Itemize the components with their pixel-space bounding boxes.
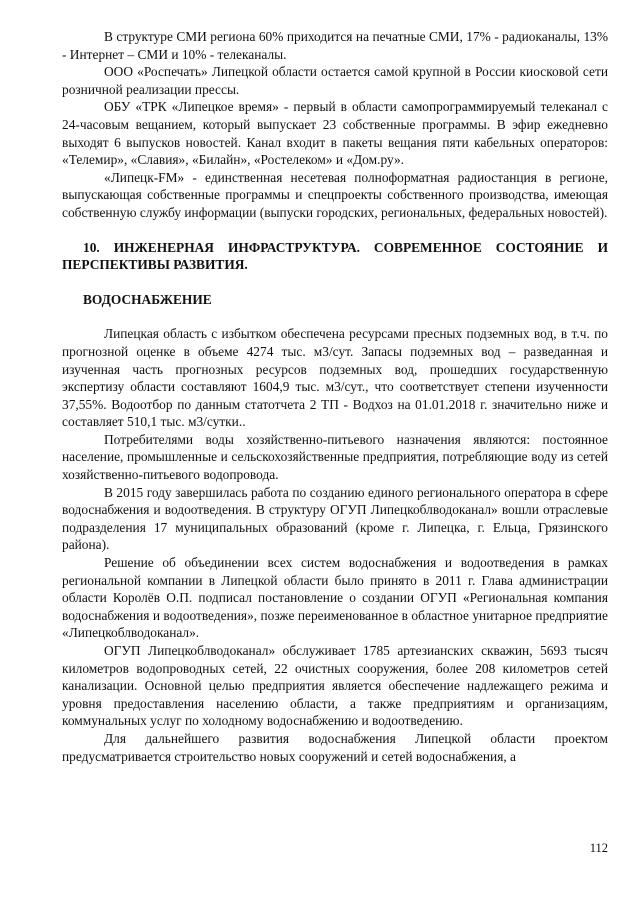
subsection-heading: ВОДОСНАБЖЕНИЕ	[83, 291, 212, 307]
paragraph-media-structure: В структуре СМИ региона 60% приходится на печатные СМИ, 17% - радиоканалы, 13% - Интернет – СМИ и 10% - телеканалы.	[62, 29, 608, 62]
paragraph-merger-decision: Решение об объединении всех систем водоснабжения и водоотведения в рамках региональной компании в Липецкой области было принято в 2011 г. Глава администрации области Королёв О.П. подписал постановление о создании ОГУП «Региональная компания водоснабжения и водоотведения», позже переименованное в областное унитарное предприятие «Липецкоблводоканал».	[62, 555, 608, 641]
paragraph-trk-lipetsk: ОБУ «ТРК «Липецкое время» - первый в области самопрограммируемый телеканал с 24-часовым вещанием, который выпускает 23 собственные программы. В эфир ежедневно выходят 6 выпусков новостей. Канал входит в пакеты вещания пяти кабельных операторов: «Телемир», «Славия», «Билайн», «Ростелеком» и «Дом.ру».	[62, 99, 608, 168]
section-heading: 10. ИНЖЕНЕРНАЯ ИНФРАСТРУКТУРА. СОВРЕМЕННОЕ СОСТОЯНИЕ И ПЕРСПЕКТИВЫ РАЗВИТИЯ.	[62, 239, 608, 273]
paragraph-development-plans: Для дальнейшего развития водоснабжения Липецкой области проектом предусматривается строительство новых сооружений и сетей водоснабжения, а	[62, 730, 608, 764]
paragraph-water-consumers: Потребителями воды хозяйственно-питьевого назначения являются: постоянное население, промышленные и сельскохозяйственные предприятия, потребляющие воду из сетей хозяйственно-питьевого водопровода.	[62, 431, 608, 483]
paragraph-regional-operator: В 2015 году завершилась работа по созданию единого регионального оператора в сфере водоснабжения и водоотведения. В структуру ОГУП Липецкоблводоканал» вошли отраслевые подразделения 17 муниципальных образований (кроме г. Липецка, г. Ельца, Грязинского района).	[62, 484, 608, 553]
paragraph-vodokanal-services: ОГУП Липецкоблводоканал» обслуживает 1785 артезианских скважин, 5693 тысяч километров водопроводных сетей, 22 очистных сооружения, более 208 километров сетей канализации. Основной целью предприятия является обеспечение надлежащего режима и уровня предоставления населению области, а также предприятиям и организациям, коммунальных услуг по холодному водоснабжению и водоотведению.	[62, 643, 608, 729]
page-number: 112	[589, 841, 608, 855]
paragraph-lipetsk-fm: «Липецк-FM» - единственная несетевая полноформатная радиостанция в регионе, выпускающая собственные программы и спецпроекты собственного производства, имеющая собственную службу информации (выпуски городских, региональных, федеральных новостей).	[62, 169, 608, 220]
paragraph-water-resources: Липецкая область с избытком обеспечена ресурсами пресных подземных вод, в т.ч. по прогнозной оценке в объеме 4274 тыс. м3/сут. Запасы подземных вод – разведанная и изученная часть прогнозных ресурсов подземных вод, прошедших государственную экспертизу области составляют 1604,9 тыс. м3/сут., что соответствует степени изученности 37,55%. Водоотбор по данным статотчета 2 ТП - Водхоз на 01.01.2018 г. значительно ниже и составляет 510,1 тыс. м3/сутки..	[62, 326, 608, 430]
paragraph-rospechat: ООО «Роспечать» Липецкой области остается самой крупной в России киосковой сети розничной реализации прессы.	[62, 64, 608, 97]
